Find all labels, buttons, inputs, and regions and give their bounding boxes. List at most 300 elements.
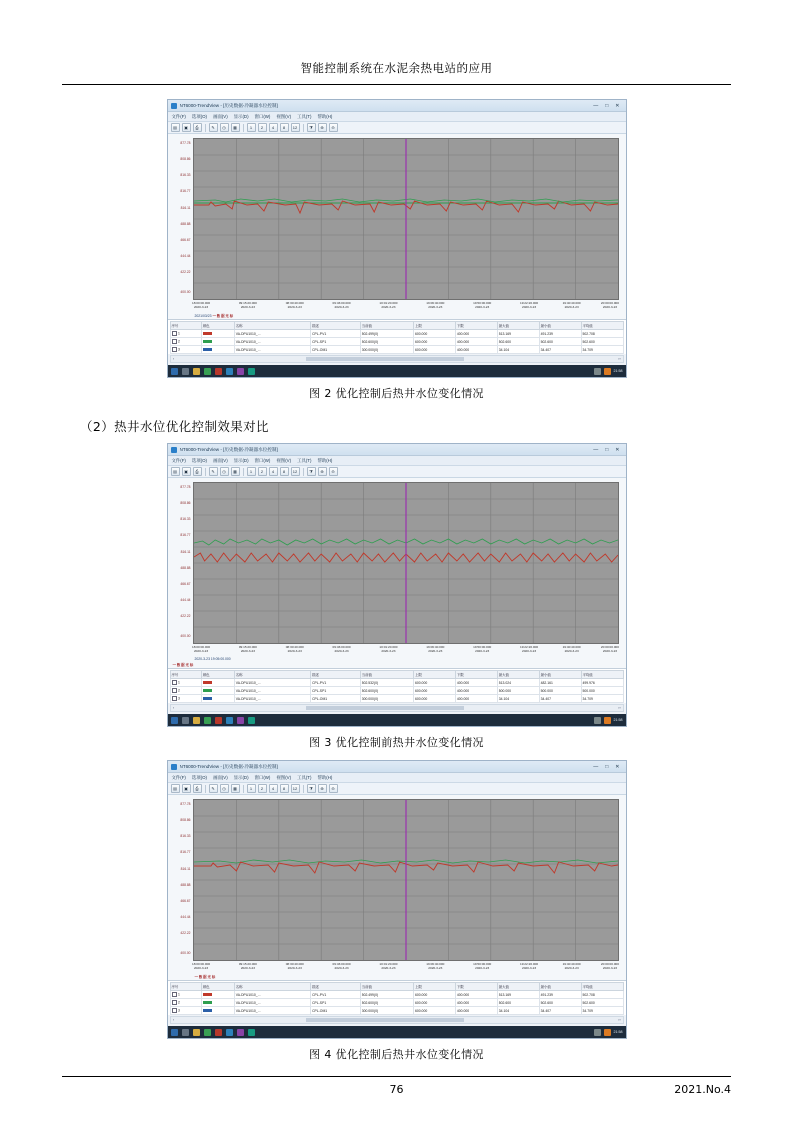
minimize-icon[interactable]: — — [593, 102, 599, 109]
pen-icon[interactable]: ✎ — [209, 467, 218, 476]
menu-item-display[interactable]: 显示(D) — [233, 113, 249, 119]
menu-item-tools[interactable]: 工具(T) — [297, 774, 312, 780]
y-tick: 816.77 — [180, 850, 191, 855]
cell-avg: 499.976 — [581, 679, 623, 687]
y-tick: 877.78 — [180, 484, 191, 489]
timescale-1[interactable]: 1 — [247, 123, 256, 132]
timescale-2[interactable]: 2 — [258, 784, 267, 793]
table-row[interactable] — [170, 687, 623, 695]
row-checkbox[interactable] — [172, 696, 178, 702]
col-name: 名称 — [234, 671, 310, 679]
cell-max: 502.600 — [497, 338, 539, 346]
x-axis-2 — [193, 644, 619, 657]
menu-item-view[interactable]: 视图(V) — [276, 457, 292, 463]
y-tick: 816.77 — [180, 533, 191, 538]
volume-icon[interactable] — [604, 1029, 611, 1036]
col-max: 最大值 — [497, 983, 539, 991]
timescale-12[interactable]: 12 — [291, 123, 300, 132]
save-icon[interactable]: ▣ — [182, 467, 191, 476]
cell-index[interactable]: 1 — [170, 330, 201, 338]
cell-index[interactable]: 3 — [170, 695, 201, 703]
cell-avg: 34.709 — [581, 695, 623, 703]
col-min: 最小值 — [539, 983, 581, 991]
cell-lower: 400.000 — [455, 991, 497, 999]
table-header-row — [170, 983, 623, 991]
search-icon[interactable] — [182, 368, 189, 375]
clock-icon[interactable]: ◷ — [220, 784, 229, 793]
row-checkbox[interactable] — [172, 688, 178, 694]
x-tick: 20:00:00.000 2020-3-23 — [600, 301, 620, 310]
stamp-label: 一 数 据 光 标 — [194, 975, 216, 979]
scroll-left-icon[interactable]: ‹ — [172, 706, 175, 710]
close-icon[interactable]: ✕ — [615, 763, 620, 770]
zoom-out-icon[interactable]: ⊖ — [329, 784, 338, 793]
cell-index[interactable]: 1 — [170, 991, 201, 999]
col-lower: 下限 — [455, 671, 497, 679]
toolbar[interactable] — [168, 783, 626, 795]
start-icon[interactable] — [171, 1029, 178, 1036]
menu-bar[interactable] — [168, 773, 626, 783]
horizontal-scrollbar-1[interactable] — [170, 355, 624, 363]
cell-color — [201, 1007, 234, 1015]
x-tick: 19:50:00.000 2020-3-23 — [473, 962, 492, 971]
menu-item-window[interactable]: 窗口(W) — [254, 774, 271, 780]
y-axis-3 — [171, 799, 193, 961]
table-row[interactable] — [170, 338, 623, 346]
toolbar-separator-2 — [243, 468, 244, 476]
timescale-4[interactable]: 4 — [269, 123, 278, 132]
cell-current: 300.000(0) — [360, 695, 413, 703]
figure-4-block — [167, 760, 627, 1062]
table-row[interactable] — [170, 1007, 623, 1015]
zoom-in-icon[interactable]: ⊕ — [318, 123, 327, 132]
series-table-2 — [168, 668, 626, 703]
menu-item-options[interactable]: 选项(O) — [191, 457, 208, 463]
app-icon-2[interactable] — [215, 717, 222, 724]
cell-min: 34.407 — [539, 695, 581, 703]
col-desc: 描述 — [311, 671, 361, 679]
app-icon-5[interactable] — [248, 368, 255, 375]
menu-item-file[interactable]: 文件(F) — [171, 113, 186, 119]
table-row[interactable] — [170, 330, 623, 338]
col-upper: 上限 — [413, 671, 455, 679]
trend-plot-3[interactable] — [193, 799, 619, 961]
cell-min: 34.407 — [539, 346, 581, 354]
menu-item-display[interactable]: 显示(D) — [233, 457, 249, 463]
cell-max: 34.104 — [497, 1007, 539, 1015]
cell-color — [201, 346, 234, 354]
app-icon-1[interactable] — [204, 1029, 211, 1036]
save-icon[interactable]: ▣ — [182, 123, 191, 132]
x-tick: 09:15:20.000 2020-3-23 — [238, 645, 257, 654]
trend-plot-1[interactable] — [193, 138, 619, 300]
cell-index[interactable]: 2 — [170, 687, 201, 695]
timescale-8[interactable]: 8 — [280, 784, 289, 793]
color-swatch — [203, 340, 212, 344]
y-tick: 808.86 — [180, 501, 191, 506]
cell-upper: 600.000 — [413, 346, 455, 354]
timescale-2[interactable]: 2 — [258, 123, 267, 132]
stamp-label: 一 数 据 光 标 — [212, 314, 234, 318]
header-divider — [62, 84, 731, 85]
toolbar-separator-3 — [303, 468, 304, 476]
taskbar-1[interactable] — [168, 365, 626, 377]
network-icon[interactable] — [594, 1029, 601, 1036]
x-tick: 18:00:00.000 2020-3-23 — [191, 962, 211, 971]
table-row[interactable] — [170, 346, 623, 354]
print-icon[interactable]: ⎙ — [193, 123, 202, 132]
y-tick: 444.44 — [180, 598, 191, 603]
cell-avg: 502.708 — [581, 991, 623, 999]
x-tick: 19:06:40.000 2020-3-23 — [426, 645, 445, 654]
cell-min: 491.239 — [539, 330, 581, 338]
cell-upper: 600.000 — [413, 999, 455, 1007]
x-tick: 19:22:20.000 2020-3-23 — [519, 301, 539, 310]
toolbar-separator-3 — [303, 785, 304, 793]
maximize-icon[interactable]: □ — [605, 763, 609, 770]
cell-upper: 600.000 — [413, 338, 455, 346]
minimize-icon[interactable]: — — [593, 446, 599, 453]
app-icon-4[interactable] — [237, 368, 244, 375]
zoom-in-icon[interactable]: ⊕ — [318, 467, 327, 476]
pen-icon[interactable]: ✎ — [209, 784, 218, 793]
menu-item-file[interactable]: 文件(F) — [171, 774, 186, 780]
grid-icon[interactable]: ▦ — [231, 467, 240, 476]
window-titlebar — [168, 444, 626, 456]
save-icon[interactable]: ▣ — [182, 784, 191, 793]
cell-current: 502.532(0) — [360, 679, 413, 687]
y-tick: 808.86 — [180, 157, 191, 162]
cell-current: 502.499(0) — [360, 330, 413, 338]
search-icon[interactable] — [182, 717, 189, 724]
col-index: 序号 — [170, 671, 201, 679]
print-icon[interactable]: ⎙ — [193, 467, 202, 476]
clock-icon[interactable]: ◷ — [220, 123, 229, 132]
row-checkbox[interactable] — [172, 331, 178, 337]
y-tick: 816.33 — [180, 173, 191, 178]
cell-current: 502.600(0) — [360, 999, 413, 1007]
app-icon — [171, 447, 177, 453]
cell-index[interactable]: 3 — [170, 346, 201, 354]
zoom-in-icon[interactable]: ⊕ — [318, 784, 327, 793]
col-avg: 平均值 — [581, 322, 623, 330]
horizontal-scrollbar-3[interactable] — [170, 1016, 624, 1024]
toolbar-separator-2 — [243, 785, 244, 793]
menu-item-help[interactable]: 帮助(H) — [317, 113, 333, 119]
system-tray[interactable] — [594, 1029, 623, 1036]
menu-item-help[interactable]: 帮助(H) — [317, 457, 333, 463]
x-tick: 19:06:40.000 2020-3-23 — [426, 962, 445, 971]
menu-bar[interactable] — [168, 112, 626, 122]
app-icon — [171, 764, 177, 770]
app-icon-1[interactable] — [204, 368, 211, 375]
menu-item-screen[interactable]: 画面(V) — [213, 113, 228, 119]
taskbar-3[interactable] — [168, 1026, 626, 1038]
x-tick: 09:15:20.000 2020-3-23 — [238, 962, 257, 971]
timescale-4[interactable]: 4 — [269, 784, 278, 793]
folder-icon[interactable] — [193, 368, 200, 375]
app-icon-3[interactable] — [226, 1029, 233, 1036]
menu-item-help[interactable]: 帮助(H) — [317, 774, 333, 780]
plot-area-1 — [168, 134, 626, 319]
cell-lower: 400.000 — [455, 346, 497, 354]
taskbar-2[interactable] — [168, 714, 626, 726]
table-header-row — [170, 671, 623, 679]
menu-item-tools[interactable]: 工具(T) — [297, 113, 312, 119]
x-tick: 20:00:00.000 2020-3-23 — [600, 962, 620, 971]
figure-4-caption: 图 4 优化控制后热井水位变化情况 — [309, 1048, 484, 1061]
scroll-right-icon[interactable]: ›› — [618, 706, 621, 710]
maximize-icon[interactable]: □ — [605, 446, 609, 453]
x-tick: 19:06:40.000 2020-3-23 — [426, 301, 445, 310]
col-max: 最大值 — [497, 322, 539, 330]
system-tray[interactable] — [594, 717, 623, 724]
menu-item-window[interactable]: 窗口(W) — [254, 457, 271, 463]
menu-bar[interactable] — [168, 456, 626, 466]
network-icon[interactable] — [594, 717, 601, 724]
app-icon-2[interactable] — [215, 1029, 222, 1036]
volume-icon[interactable] — [604, 717, 611, 724]
timescale-4[interactable]: 4 — [269, 467, 278, 476]
window-controls[interactable] — [593, 103, 622, 109]
trend-plot-2[interactable] — [193, 482, 619, 644]
cell-name: VA-DPU1010_... — [234, 999, 310, 1007]
window-title: NT6000-TrendView - [历史数据-冷凝器水位控制] — [179, 763, 278, 769]
cell-max: 34.104 — [497, 695, 539, 703]
app-icon-4[interactable] — [237, 1029, 244, 1036]
figure-3-block — [167, 443, 627, 750]
folder-icon[interactable] — [193, 1029, 200, 1036]
menu-item-display[interactable]: 显示(D) — [233, 774, 249, 780]
cell-name: VA-DPU1010_... — [234, 338, 310, 346]
cell-name: VA-DPU1010_... — [234, 695, 310, 703]
menu-item-tools[interactable]: 工具(T) — [297, 457, 312, 463]
y-tick: 816.33 — [180, 834, 191, 839]
close-icon[interactable]: ✕ — [615, 446, 620, 453]
toolbar[interactable] — [168, 466, 626, 478]
cell-avg: 500.000 — [581, 687, 623, 695]
taskbar-clock[interactable]: 21:58 — [613, 369, 623, 373]
toolbar-separator — [205, 124, 206, 132]
toolbar[interactable] — [168, 122, 626, 134]
x-tick: 19:50:00.000 2020-3-23 — [473, 645, 492, 654]
cell-max: 513.169 — [497, 330, 539, 338]
y-tick: 816.77 — [180, 189, 191, 194]
col-upper: 上限 — [413, 983, 455, 991]
table-row[interactable] — [170, 991, 623, 999]
row-checkbox[interactable] — [172, 992, 178, 998]
app-icon-4[interactable] — [237, 717, 244, 724]
timescale-12[interactable]: 12 — [291, 467, 300, 476]
col-current: 当前值 — [360, 983, 413, 991]
figure-2-block — [167, 99, 627, 401]
app-icon-3[interactable] — [226, 368, 233, 375]
plot-area-2 — [168, 478, 626, 668]
scroll-thumb[interactable] — [306, 1018, 464, 1022]
row-checkbox[interactable] — [172, 680, 178, 686]
filter-icon[interactable]: ⧩ — [307, 784, 316, 793]
row-checkbox[interactable] — [172, 1000, 178, 1006]
x-tick: 19:40:40.000 2020-3-23 — [562, 301, 581, 310]
cell-desc: CPL-OM1 — [311, 695, 361, 703]
filter-icon[interactable]: ⧩ — [307, 123, 316, 132]
x-tick: 09:46:00.000 2020-3-23 — [332, 301, 351, 310]
cell-index[interactable]: 2 — [170, 999, 201, 1007]
timescale-8[interactable]: 8 — [280, 467, 289, 476]
cell-current: 502.600(0) — [360, 687, 413, 695]
timescale-2[interactable]: 2 — [258, 467, 267, 476]
cell-desc: CPL-OM1 — [311, 1007, 361, 1015]
print-icon[interactable]: ⎙ — [193, 784, 202, 793]
timescale-1[interactable]: 1 — [247, 467, 256, 476]
y-tick: 444.44 — [180, 915, 191, 920]
figure-3-caption: 图 3 优化控制前热井水位变化情况 — [309, 736, 484, 749]
open-icon[interactable]: ▤ — [171, 123, 180, 132]
system-tray[interactable] — [594, 368, 623, 375]
col-color: 颜色 — [201, 983, 234, 991]
app-icon-5[interactable] — [248, 717, 255, 724]
y-tick: 488.88 — [180, 565, 191, 570]
col-current: 当前值 — [360, 671, 413, 679]
cell-avg: 34.709 — [581, 346, 623, 354]
scroll-thumb[interactable] — [306, 357, 464, 361]
app-icon — [171, 103, 177, 109]
cell-min: 500.000 — [539, 687, 581, 695]
col-upper: 上限 — [413, 322, 455, 330]
color-swatch — [203, 681, 212, 685]
app-icon-1[interactable] — [204, 717, 211, 724]
maximize-icon[interactable]: □ — [605, 102, 609, 109]
taskbar-clock[interactable]: 21:58 — [613, 718, 623, 722]
x-tick: 20:00:00.000 2020-3-23 — [600, 645, 620, 654]
app-icon-3[interactable] — [226, 717, 233, 724]
col-name: 名称 — [234, 983, 310, 991]
window-title: NT6000-TrendView - [历史数据-冷凝器水位控制] — [179, 446, 278, 452]
x-tick: 19:22:20.000 2020-3-23 — [519, 645, 539, 654]
scroll-right-icon[interactable]: ›› — [618, 1018, 621, 1022]
open-icon[interactable]: ▤ — [171, 784, 180, 793]
filter-icon[interactable]: ⧩ — [307, 467, 316, 476]
window-title: NT6000-TrendView - [历史数据-冷凝器水位控制] — [179, 102, 278, 108]
timescale-12[interactable]: 12 — [291, 784, 300, 793]
clock-icon[interactable]: ◷ — [220, 467, 229, 476]
toolbar-separator — [205, 785, 206, 793]
col-max: 最大值 — [497, 671, 539, 679]
col-index: 序号 — [170, 322, 201, 330]
y-tick: 816.33 — [180, 517, 191, 522]
scroll-thumb[interactable] — [306, 706, 464, 710]
window-controls[interactable] — [593, 447, 622, 453]
issue-label: 2021.No.4 — [674, 1083, 731, 1096]
cell-color — [201, 687, 234, 695]
color-swatch — [203, 993, 212, 997]
scroll-left-icon[interactable]: ‹ — [172, 1018, 175, 1022]
open-icon[interactable]: ▤ — [171, 467, 180, 476]
cell-lower: 400.000 — [455, 330, 497, 338]
col-index: 序号 — [170, 983, 201, 991]
scroll-left-icon[interactable]: ‹ — [172, 357, 175, 361]
minimize-icon[interactable]: — — [593, 763, 599, 770]
start-icon[interactable] — [171, 717, 178, 724]
cell-upper: 600.000 — [413, 991, 455, 999]
cell-max: 513.169 — [497, 991, 539, 999]
menu-item-options[interactable]: 选项(O) — [191, 113, 208, 119]
trend-svg — [194, 483, 618, 643]
close-icon[interactable]: ✕ — [615, 102, 620, 109]
grid-icon[interactable]: ▦ — [231, 123, 240, 132]
cell-min: 482.161 — [539, 679, 581, 687]
horizontal-scrollbar-2[interactable] — [170, 704, 624, 712]
cell-color — [201, 999, 234, 1007]
cell-desc: CPL-PV1 — [311, 679, 361, 687]
col-lower: 下限 — [455, 322, 497, 330]
start-icon[interactable] — [171, 368, 178, 375]
volume-icon[interactable] — [604, 368, 611, 375]
cell-index[interactable]: 3 — [170, 1007, 201, 1015]
timescale-1[interactable]: 1 — [247, 784, 256, 793]
table-row[interactable] — [170, 999, 623, 1007]
cell-index[interactable]: 2 — [170, 338, 201, 346]
y-axis-1 — [171, 138, 193, 300]
zoom-out-icon[interactable]: ⊖ — [329, 123, 338, 132]
cell-upper: 600.000 — [413, 679, 455, 687]
row-checkbox[interactable] — [172, 339, 178, 345]
scroll-right-icon[interactable]: ›› — [618, 357, 621, 361]
toolbar-separator-3 — [303, 124, 304, 132]
x-tick: 08:30:40.000 2020-3-23 — [285, 301, 304, 310]
cell-desc: CPL-SP1 — [311, 999, 361, 1007]
table-row[interactable] — [170, 679, 623, 687]
color-swatch — [203, 332, 212, 336]
table-row[interactable] — [170, 695, 623, 703]
app-icon-2[interactable] — [215, 368, 222, 375]
cell-min: 491.239 — [539, 991, 581, 999]
y-tick: 466.67 — [180, 899, 191, 904]
search-icon[interactable] — [182, 1029, 189, 1036]
menu-item-view[interactable]: 视图(V) — [276, 113, 292, 119]
y-tick: 808.86 — [180, 818, 191, 823]
cell-upper: 600.000 — [413, 330, 455, 338]
section-text: （2）热井水位优化控制效果对比 — [80, 419, 269, 434]
menu-item-file[interactable]: 文件(F) — [171, 457, 186, 463]
series-table-1 — [168, 319, 626, 354]
menu-item-options[interactable]: 选项(O) — [191, 774, 208, 780]
cell-name: VA-DPU1010_... — [234, 991, 310, 999]
cell-color — [201, 330, 234, 338]
y-tick: 816.11 — [180, 205, 191, 210]
app-icon-5[interactable] — [248, 1029, 255, 1036]
menu-item-window[interactable]: 窗口(W) — [254, 113, 271, 119]
timescale-8[interactable]: 8 — [280, 123, 289, 132]
row-checkbox[interactable] — [172, 1008, 178, 1014]
cell-lower: 400.000 — [455, 1007, 497, 1015]
x-tick: 19:40:40.000 2020-3-23 — [562, 645, 581, 654]
network-icon[interactable] — [594, 368, 601, 375]
row-checkbox[interactable] — [172, 347, 178, 353]
cell-color — [201, 338, 234, 346]
zoom-out-icon[interactable]: ⊖ — [329, 467, 338, 476]
menu-item-screen[interactable]: 画面(V) — [213, 774, 228, 780]
grid-icon[interactable]: ▦ — [231, 784, 240, 793]
taskbar-clock[interactable]: 21:58 — [613, 1030, 623, 1034]
menu-item-view[interactable]: 视图(V) — [276, 774, 292, 780]
cell-index[interactable]: 1 — [170, 679, 201, 687]
pen-icon[interactable]: ✎ — [209, 123, 218, 132]
menu-item-screen[interactable]: 画面(V) — [213, 457, 228, 463]
y-tick: 488.88 — [180, 882, 191, 887]
folder-icon[interactable] — [193, 717, 200, 724]
window-controls[interactable] — [593, 764, 622, 770]
